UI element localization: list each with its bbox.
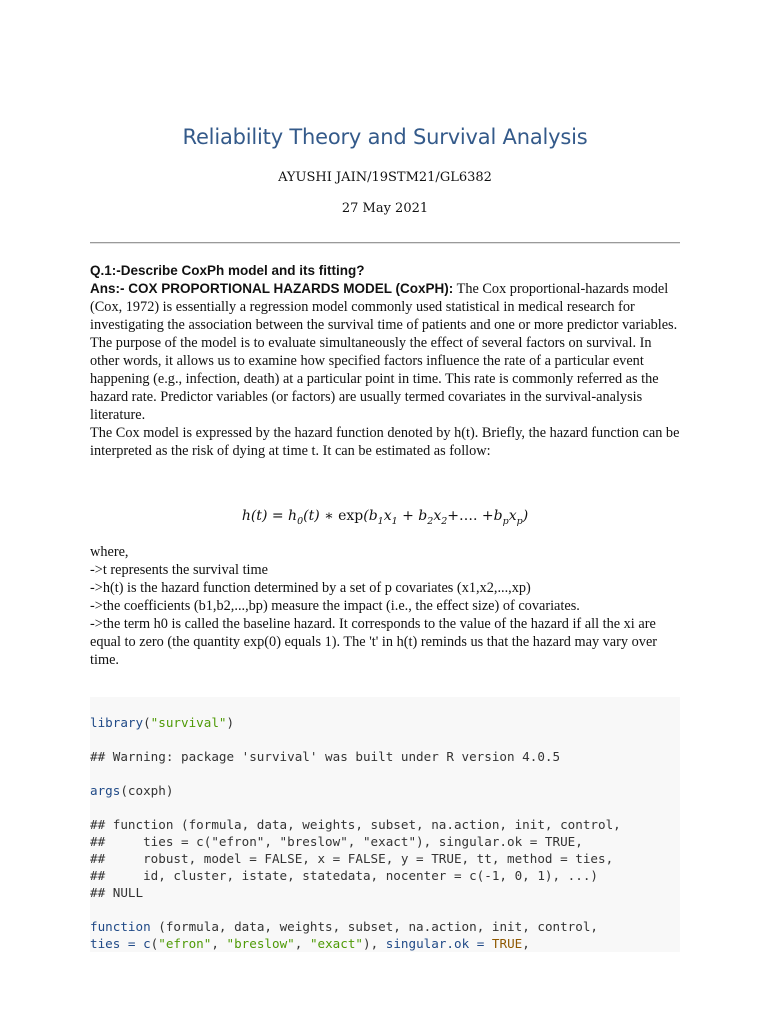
code-line-function: function (formula, data, weights, subset, na.action, init, control, [90,919,599,934]
hazard-formula [90,508,680,527]
code-output-line: ## id, cluster, istate, statedata, nocenter = c(-1, 0, 1), ...) [90,868,598,883]
header-divider [90,242,680,244]
code-listing [90,697,680,952]
formula-equation: $h(t) = h_0(t)$ ∗ $\exp(b_1x_1$ + $b_2x_2+\dots$. $+b_px_p$) [241,508,529,527]
code-line-args: args(coxph) [90,783,174,798]
code-output-line: ## function (formula, data, weights, subset, na.action, init, control, [90,817,621,832]
where-item: ->t represents the survival time [90,562,268,578]
where-section [90,543,680,669]
purpose-paragraph: The purpose of the model is to evaluate simultaneously the effect of several factors on survival. In other words, it allows us to examine how specified factors influence the rate of a particular event happening (e.g., infection, death) at a particular point in time. This rate is commonly referred as the hazard rate. Predictor variables (or factors) are usually termed covariates in the survival-analysis literature. [90,335,659,423]
question-heading: Q.1:-Describe CoxPh model and its fitting? [90,263,365,278]
document-author: AYUSHI JAIN/19STM21/GL6382 [278,170,492,185]
where-item: ->the term h0 is called the baseline hazard. It corresponds to the value of the hazard if all the xi are equal to zero (the quantity exp(0) equals 1). The 't' in h(t) reminds us that the hazard may vary over time. [90,616,658,668]
where-label: where, [90,544,129,560]
answer-heading: Ans:- COX PROPORTIONAL HAZARDS MODEL (CoxPH) [90,281,449,296]
where-item: ->the coefficients (b1,b2,...,bp) measure the impact (i.e., the effect size) of covariates. [90,598,580,614]
answer-body [90,262,680,460]
code-output-line: ## robust, model = FALSE, x = FALSE, y = TRUE, tt, method = ties, [90,851,614,866]
answer-intro: The Cox proportional-hazards model (Cox, 1972) is essentially a regression model commonly used statistical in medical research for investigating the association between the survival time of patients and one or more predictor variables. [90,281,678,333]
code-output-line: ## ties = c("efron", "breslow", "exact"), singular.ok = TRUE, [90,834,583,849]
code-output-line: ## NULL [90,885,144,900]
cox-model-paragraph: The Cox model is expressed by the hazard function denoted by h(t). Briefly, the hazard function can be interpreted as the risk of dying at time t. It can be estimated as follow: [90,425,680,459]
document-date: 27 May 2021 [341,201,429,216]
answer-heading-colon: : [448,281,454,296]
document-title: Reliability Theory and Survival Analysis [182,125,588,149]
code-line-ties: ties = c("efron", "breslow", "exact"), singular.ok = TRUE, [90,936,530,951]
code-line-library: library("survival") [90,715,235,730]
code-warning: ## Warning: package 'survival' was built under R version 4.0.5 [90,749,561,764]
where-item: ->h(t) is the hazard function determined by a set of p covariates (x1,x2,...,xp) [90,580,531,596]
